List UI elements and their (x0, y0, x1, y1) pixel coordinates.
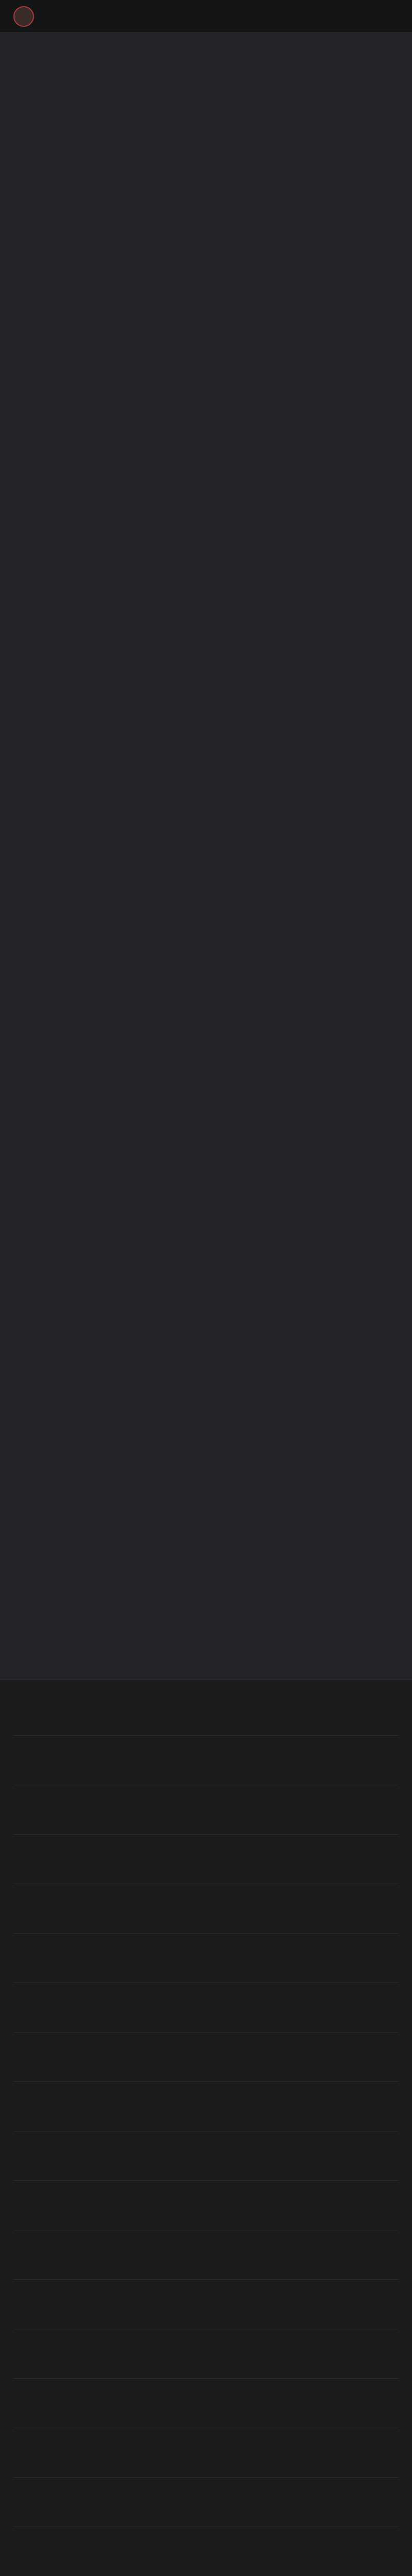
comment-author[interactable] (13, 2533, 399, 2541)
comment-author[interactable] (13, 2039, 399, 2047)
comment (13, 1934, 399, 1983)
comment-author[interactable] (13, 2484, 399, 2492)
comment-author[interactable] (13, 2434, 399, 2443)
comment-author[interactable] (13, 2088, 399, 2096)
article-paragraph (14, 116, 398, 126)
comment (13, 2032, 399, 2082)
comment-text (13, 2347, 399, 2356)
article-paragraph (14, 64, 398, 73)
comment (13, 2478, 399, 2527)
comment-text (13, 2545, 399, 2554)
comment (13, 2280, 399, 2329)
comment (13, 2527, 399, 2576)
comment-author[interactable] (13, 1890, 399, 1899)
post-article (0, 33, 412, 1680)
comment (13, 1884, 399, 1934)
article-paragraph (14, 46, 398, 56)
comment-author[interactable] (13, 2335, 399, 2344)
author-avatar[interactable] (13, 6, 34, 27)
comment-text (13, 2248, 399, 2257)
comment-text (13, 2099, 399, 2109)
comment (13, 1686, 399, 1736)
comment-author[interactable] (13, 1692, 399, 1701)
article-paragraph (14, 187, 398, 196)
article-paragraph (14, 327, 398, 336)
comment (13, 1736, 399, 1785)
comment (13, 1785, 399, 1835)
comment-author[interactable] (13, 1940, 399, 1948)
comment (13, 2379, 399, 2428)
comment-text (13, 2050, 399, 2059)
article-paragraph (14, 222, 398, 231)
article-paragraph (14, 81, 398, 91)
comment (13, 2329, 399, 2379)
article-paragraph (14, 204, 398, 213)
comment (13, 2181, 399, 2230)
comment-author[interactable] (13, 2138, 399, 2146)
article-paragraph (14, 99, 398, 108)
comment-author[interactable] (13, 2236, 399, 2245)
comment-text (13, 1704, 399, 1713)
comment-author[interactable] (13, 1841, 399, 1849)
article-paragraph (14, 309, 398, 318)
article-paragraph (14, 344, 398, 353)
comment-text (13, 2001, 399, 2010)
comment-author[interactable] (13, 1989, 399, 1997)
article-paragraph (14, 169, 398, 178)
comment (13, 2131, 399, 2181)
comment-text (13, 2198, 399, 2208)
article-paragraph (14, 151, 398, 161)
comment-thread (0, 1680, 412, 2576)
comment-text (13, 2297, 399, 2307)
article-paragraph (14, 274, 398, 283)
article-paragraph (14, 257, 398, 266)
comment (13, 1835, 399, 1884)
post-header (0, 0, 412, 33)
article-paragraph (14, 379, 398, 388)
comment-author[interactable] (13, 1742, 399, 1750)
comment-text (13, 1753, 399, 1762)
comment-text (13, 1852, 399, 1861)
article-continuation (14, 397, 398, 1669)
comment-text (13, 2495, 399, 2504)
comment (13, 2428, 399, 2478)
comment-author[interactable] (13, 2286, 399, 2294)
comment (13, 2082, 399, 2131)
comment-text (13, 2446, 399, 2455)
comment-author[interactable] (13, 1791, 399, 1800)
comment (13, 2230, 399, 2280)
article-paragraph (14, 292, 398, 301)
article-paragraph (14, 134, 398, 143)
comment-text (13, 2149, 399, 2158)
comment-text (13, 1951, 399, 1960)
comment (13, 1983, 399, 2032)
comment-author[interactable] (13, 2187, 399, 2195)
comment-author[interactable] (13, 2385, 399, 2393)
article-paragraph (14, 362, 398, 371)
comment-text (13, 2396, 399, 2405)
comment-text (13, 1902, 399, 1911)
article-paragraph (14, 239, 398, 248)
comment-text (13, 1803, 399, 1812)
